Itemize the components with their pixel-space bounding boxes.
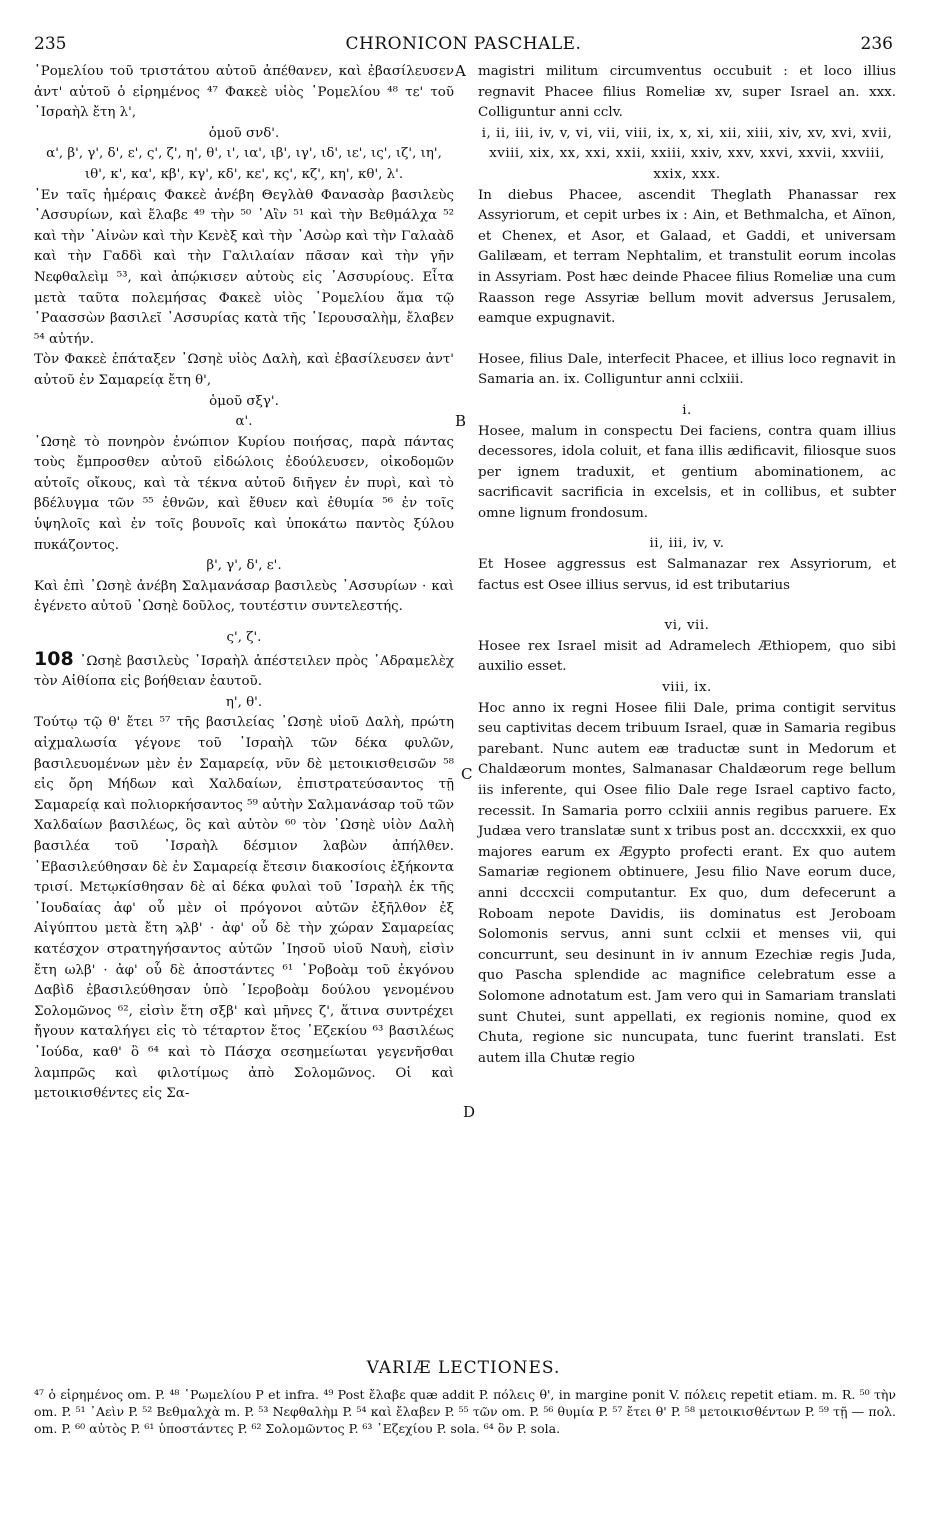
greek-text: ᾽Ωσηὲ βασιλεὺς ᾽Ισραὴλ ἀπέστειλεν πρὸς ᾽Αδραμελὲχ τὸν Αἰθίοπα εἰς βοήθειαν ἑαυτοῦ. — [34, 653, 454, 690]
latin-year-heading: vi, vii. — [664, 618, 710, 634]
greek-year-list: α', β', γ', δ', ε', ς', ζ', η', θ', ι', ια', ιβ', ιγ', ιδ', ιε', ις', ιζ', ιη', ιθ', κ', κα', κβ', κγ', κδ', κε', κς', κζ', κη', κθ', λ'. — [46, 146, 442, 182]
greek-column — [34, 62, 454, 1105]
greek-sum: ὁμοῦ σνδ'. — [208, 125, 280, 141]
greek-paragraph: Τούτῳ τῷ θ' ἔτει ⁵⁷ τῆς βασιλείας ᾽Ωσηὲ υἱοῦ Δαλὴ, πρώτη αἰχμαλωσία γέγονε τοῦ ᾽Ισραὴλ τῶν δέκα φυλῶν, βασιλευομένων μὲν ἐν Σαμαρείᾳ, νῦν δὲ μετοικισθεισῶν ⁵⁸ εἰς ὄρη Μήδων καὶ Χαλδαίων, ἐπιστρατεύσαντος τῇ Σαμαρείᾳ καὶ πολιορκήσαντος ⁵⁹ αὐτὴν Σαλμανάσαρ τοῦ τῶν Χαλδαίων βασιλέως, ὃς καὶ αὐτὸν ⁶⁰ τὸν ᾽Ωσηὲ υἱὸν Δαλὴ βασιλέα τοῦ ᾽Ισραὴλ δέσμιον λαβὼν ἀπήλθεν. ᾽Εβασιλεύθησαν δὲ ἐν Σαμαρείᾳ ἔτεσιν διακοσίοις ἑξήκοντα τρισί. Μετῳκίσθησαν δὲ αἱ δέκα φυλαὶ τοῦ ᾽Ισραὴλ ἐκ τῆς ᾽Ιουδαίας ἀφ' οὗ μὲν οἱ πρόγονοι αὐτῶν ἐξῆλθον ἐξ Αἰγύπτου μετὰ ἔτη ϡλβ' · ἀφ' οὗ δὲ τὴν χώραν Σαμαρείας κατέσχον στρατηγήσαντος αὐτῶν ᾽Ιησοῦ υἱοῦ Ναυὴ, εἰσὶν ἔτη ωλβ' · ἀφ' οὗ δὲ ἀποστάντες ⁶¹ ῾Ροβοὰμ τοῦ ἐκγόνου Δαβὶδ ἐβασιλεύθησαν ὑπὸ ῾Ιεροβοὰμ δούλου γενομένου Σολομῶνος ⁶², εἰσὶν ἔτη σξβ' καὶ μῆνες ζ', ἅτινα συντρέχει ἤγουν καταλήγει εἰς τὸ τέταρτον ἔτος ᾽Εζεκίου ⁶³ βασιλέως ᾽Ιούδα, καθ' ὃ ⁶⁴ καὶ τὸ Πάσχα σεσημείωται γεγενῆσθαι λαμπρῶς καὶ φιλοτίμως ἀπὸ Σολομῶνος. Οἱ καὶ μετοικισθέντες εἰς Σα- — [34, 715, 454, 1102]
latin-paragraph: Hoc anno ix regni Hosee filii Dale, prima contigit servitus seu captivitas decem tribuum Israel, quæ in Samaria regibus parebant. Nunc autem eæ traductæ sunt in Medorum et Chaldæorum montes, Salmanasar Chaldæorum rege bellum iis inferente, qui Osee filio Dale rege Israel captivo facto, recessit. In Samaria porro cclxiii annis regibus paruere. Ex Judæa vero translatæ sunt x tribus post an. dcccxxxii, ex quo majores earum ex Ægypto profecti erant. Ex quo autem Samariæ regionem obtinuere, Jesu filio Nave eorum duce, anni dcccxcii computantur. Ex quo, dum defecerunt a Roboam nepote Davidis, iis dominatus est Jeroboam Solomonis servus, anni sunt cclxii et menses vii, qui concurrunt, seu desinunt in iv annum Ezechiæ regis Juda, quo Pascha splendide ac magnifice celebratum esse a Solomone adnotatum est. Jam vero qui in Samariam translati sunt Chutei, sunt appellati, ex regionis nomine, quod ex Chuta, regione sic nuncupata, tunc fuerint translati. Est autem illa Chutæ regio — [478, 700, 896, 1066]
variae-lectiones-heading: VARIÆ LECTIONES. — [366, 1358, 561, 1378]
latin-paragraph: Et Hosee aggressus est Salmanazar rex Assyriorum, et factus est Osee illius servus, id est tributarius — [478, 557, 896, 593]
greek-paragraph: ᾽Εν ταῖς ἡμέραις Φακεὲ ἀνέβη Θεγλὰθ Φανασὰρ βασιλεὺς ᾽Ασσυρίων, καὶ ἔλαβε ⁴⁹ τὴν ⁵⁰ ᾽Αἲν ⁵¹ καὶ τὴν Βεθμάλχα ⁵² καὶ τὴν ᾽Αἰνὼν καὶ τὴν Κενὲξ καὶ τὴν ᾽Ασὼρ καὶ τὴν Γαλαὰδ καὶ τὴν Γαδδὶ καὶ τὴν Γαλιλαίαν πᾶσαν καὶ τὴν γῆν Νεφθαλεὶμ ⁵³, καὶ ἀπῴκισεν αὐτοὺς εἰς ᾽Ασσυρίους. Εἶτα μετὰ ταῦτα πολεμήσας Φακεὲ υἱὸς ῾Ρομελίου ἅμα τῷ ῾Ραασσὼν βασιλεῖ ᾽Ασσυρίας κατὰ τῆς ῾Ιερουσαλὴμ, ἔλαβεν ⁵⁴ αὐτήν. — [34, 187, 454, 347]
margin-letter-d: D — [463, 1103, 476, 1121]
variae-lectiones-notes: ⁴⁷ ὁ εἰρημένος om. P. ⁴⁸ ῾Ρωμελίου P et infra. ⁴⁹ Post ἔλαβε quæ addit P. πόλεις θ', in margine ponit V. πόλεις repetit etiam. m. R. ⁵⁰ τὴν om. P. ⁵¹ ᾽Αεὶν P. ⁵² Βεθμαλχὰ m. P. ⁵³ Νεφθαλὴμ P. ⁵⁴ καὶ ἔλαβεν P. ⁵⁵ τῶν om. P. ⁵⁶ θυμία P. ⁵⁷ ἔτει θ' P. ⁵⁸ μετοικισθέντων P. ⁵⁹ τῇ — πολ. om. P. ⁶⁰ αὐτὸς P. ⁶¹ ὑποστάντες P. ⁶² Σολομῶντος P. ⁶³ ᾽Εζεχίου P. sola. ⁶⁴ ὃν P. sola. — [34, 1387, 896, 1436]
greek-paragraph — [34, 649, 454, 693]
latin-paragraph: magistri militum circumventus occubuit : et loco illius regnavit Phacee filius Romeliæ xv, super Israel an. xxx. Colliguntur anni cclv. — [478, 64, 896, 121]
running-title: CHRONICON PASCHALE. — [345, 34, 582, 54]
latin-year-heading: viii, ix. — [662, 680, 712, 696]
greek-year-heading: α'. — [235, 414, 253, 430]
page-number-right: 236 — [860, 34, 893, 54]
latin-year-heading: ii, iii, iv, v. — [649, 536, 725, 552]
greek-sum: ὁμοῦ σξγ'. — [209, 393, 279, 409]
margin-letter-a: A — [455, 62, 466, 80]
latin-paragraph: In diebus Phacee, ascendit Theglath Phanassar rex Assyriorum, et cepit urbes ix : Ain, et Bethmalcha, et Aïnon, et Chenex, et Asor, et Galaad, et Gaddi, et universam Galilæam, et terram Nephtalim, et transtulit eorum incolas in Assyriam. Post hæc deinde Phacee filius Romeliæ una cum Raasson rege Assyriæ bellum movit adversus Jerusalem, eamque expugnavit. — [478, 187, 896, 327]
section-number: 108 — [34, 647, 74, 670]
margin-letter-c: C — [461, 765, 473, 783]
latin-year-list: i, ii, iii, iv, v, vi, vii, viii, ix, x, xi, xii, xiii, xiv, xv, xvi, xvii, xviii, xix, xx, xxi, xxii, xxiii, xxiv, xxv, xxvi, xxvii, xxviii, xxix, xxx. — [481, 125, 893, 182]
page-number-left: 235 — [34, 34, 67, 54]
greek-paragraph: Τὸν Φακεὲ ἐπάταξεν ᾽Ωσηὲ υἱὸς Δαλὴ, καὶ ἐβασίλευσεν ἀντ' αὐτοῦ ἐν Σαμαρείᾳ ἔτη θ', — [34, 352, 454, 388]
running-header — [34, 34, 893, 58]
latin-column — [478, 62, 896, 1069]
latin-paragraph: Hosee rex Israel misit ad Adramelech Æthiopem, quo sibi auxilio esset. — [478, 638, 896, 675]
greek-year-heading: ς', ζ'. — [226, 630, 262, 646]
greek-paragraph: ᾽Ωσηὲ τὸ πονηρὸν ἐνώπιον Κυρίου ποιήσας, παρὰ πάντας τοὺς ἔμπροσθεν αὐτοῦ εἰδώλοις ἐδούλευσεν, οἰκοδομῶν αὐτοῖς οἴκους, καὶ τὰ τέκνα αὐτοῦ διῆγεν ἐν πυρὶ, καὶ τὸ βδέλυγμα τῶν ⁵⁵ ἐθνῶν, καὶ ἔθυεν καὶ ἐθυμία ⁵⁶ ἐν τοῖς ὑψηλοῖς καὶ ἐν τοῖς βουνοῖς καὶ ὑποκάτω παντὸς ξύλου πυκάζοντος. — [34, 434, 454, 553]
greek-paragraph: ῾Ρομελίου τοῦ τριστάτου αὐτοῦ ἀπέθανεν, καὶ ἐβασίλευσεν ἀντ' αὐτοῦ ὁ εἰρημένος ⁴⁷ Φακεὲ υἱὸς ῾Ρομελίου ⁴⁸ τε' τοῦ ᾽Ισραὴλ ἔτη λ', — [34, 64, 454, 121]
greek-paragraph: Καὶ ἐπὶ ᾽Ωσηὲ ἀνέβη Σαλμανάσαρ βασιλεὺς ᾽Ασσυρίων · καὶ ἐγένετο αὐτοῦ ᾽Ωσηὲ δοῦλος, τουτέστιν συντελεστής. — [34, 578, 454, 615]
greek-year-heading: η', θ'. — [225, 694, 263, 710]
margin-letter-b: B — [455, 412, 467, 430]
latin-year-heading: i. — [682, 402, 692, 418]
greek-year-heading: β', γ', δ', ε'. — [206, 558, 282, 574]
latin-paragraph: Hosee, malum in conspectu Dei faciens, contra quam illius decessores, idola coluit, et fana illis ædificavit, filiosque suos per ignem traduxit, et gentium abominationem, ac sacrificavit sacrificia in excelsis, et in collibus, et subter omne lignum frondosum. — [478, 423, 896, 521]
latin-paragraph: Hosee, filius Dale, interfecit Phacee, et illius loco regnavit in Samaria an. ix. Colliguntur anni cclxiii. — [478, 351, 896, 388]
